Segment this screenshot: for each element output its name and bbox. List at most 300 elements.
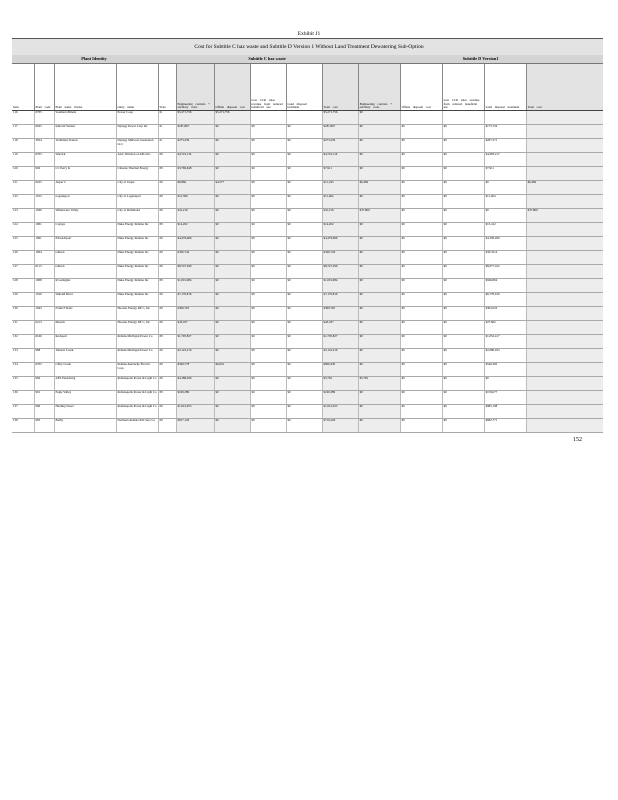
cell-d-total xyxy=(526,223,603,237)
cell-entity-name: Indianapolis Power & Light Co xyxy=(116,377,158,391)
cell-c-offsite: $0 xyxy=(214,195,250,209)
col-d-total: Total cost xyxy=(526,64,603,111)
cell-c-offsite: $0 xyxy=(214,125,250,139)
cell-d-total xyxy=(526,237,603,251)
cell-d-lost-ccr: $0 xyxy=(442,153,484,167)
cell-d-total xyxy=(526,405,603,419)
cell-plant-code: 6705 xyxy=(34,363,54,377)
cell-entity-name: AGC Division of APG Inc xyxy=(116,153,158,167)
table-row xyxy=(12,209,603,223)
cell-c-offsite: $0 xyxy=(214,321,250,335)
cell-d-offsite: $0 xyxy=(400,307,442,321)
cell-entity-name: Indianapolis Power & Light Co xyxy=(116,405,158,419)
cell-c-land: $0 xyxy=(286,405,322,419)
cell-c-lost-ccr: $0 xyxy=(250,419,286,433)
cell-d-lost-ccr: $0 xyxy=(442,293,484,307)
cell-c-offsite: $5,271,756 xyxy=(214,111,250,125)
cell-c-total: $309,765 xyxy=(322,307,358,321)
cell-c-offsite: $0 xyxy=(214,265,250,279)
cell-d-lost-ccr: $0 xyxy=(442,419,484,433)
cell-c-offsite: $0 xyxy=(214,391,250,405)
page-number: 152 xyxy=(573,437,582,443)
cell-c-offsite: $0 xyxy=(214,237,250,251)
cell-d-offsite: $0 xyxy=(400,167,442,181)
cell-item: 126 xyxy=(12,251,34,265)
cell-d-engineering: $0 xyxy=(358,223,400,237)
cell-item: 134 xyxy=(12,363,34,377)
col-entity-name: entity name xyxy=(116,64,158,111)
cell-item: 125 xyxy=(12,237,34,251)
cell-c-land xyxy=(286,111,322,125)
cell-plant-code: 6166 xyxy=(34,335,54,349)
cell-state: IN xyxy=(158,195,176,209)
cell-c-total: $5,765 xyxy=(322,377,358,391)
cell-d-offsite: $0 xyxy=(400,209,442,223)
cell-plant-name: Bailly xyxy=(54,419,116,433)
cell-d-land: $985,108 xyxy=(484,405,526,419)
cell-entity-name: Indiana Michigan Power Co xyxy=(116,335,158,349)
cell-c-lost-ccr: $0 xyxy=(250,153,286,167)
cell-c-offsite: $0 xyxy=(214,167,250,181)
cell-item: 133 xyxy=(12,349,34,363)
cell-d-land: $682,771 xyxy=(484,419,526,433)
cell-state: IN xyxy=(158,293,176,307)
cell-c-engineering: $6,866 xyxy=(176,181,214,195)
table-row xyxy=(12,349,603,363)
cell-d-lost-ccr: $0 xyxy=(442,391,484,405)
cell-c-land: $0 xyxy=(286,223,322,237)
cell-state: IN xyxy=(158,237,176,251)
cell-plant-code: 1008 xyxy=(34,279,54,293)
cell-d-land: $8,677,162 xyxy=(484,265,526,279)
cell-d-total xyxy=(526,391,603,405)
cell-state: IN xyxy=(158,265,176,279)
cell-c-offsite: $0 xyxy=(214,153,250,167)
cell-d-lost-ccr: $0 xyxy=(442,307,484,321)
cell-d-engineering: $0 xyxy=(358,335,400,349)
cell-state: IN xyxy=(158,251,176,265)
cell-c-land: $0 xyxy=(286,251,322,265)
cell-d-offsite: $0 xyxy=(400,139,442,153)
table-row xyxy=(12,153,603,167)
cell-c-engineering: $309,765 xyxy=(176,307,214,321)
cell-c-lost-ccr: $0 xyxy=(250,195,286,209)
cell-d-lost-ccr: $0 xyxy=(442,321,484,335)
cell-plant-name: Wabash River xyxy=(54,293,116,307)
cell-c-engineering: $4,188,269 xyxy=(176,377,214,391)
table-row xyxy=(12,293,603,307)
cell-c-total: $1,795,827 xyxy=(322,335,358,349)
cell-d-lost-ccr xyxy=(442,111,484,125)
cell-d-offsite: $0 xyxy=(400,391,442,405)
table-row xyxy=(12,223,603,237)
cell-c-offsite: $0 xyxy=(214,279,250,293)
cell-d-engineering: $0 xyxy=(358,391,400,405)
cell-c-total: $4,722,116 xyxy=(322,153,358,167)
cell-c-land: $0 xyxy=(286,335,322,349)
exhibit-title: Exhibit J1 xyxy=(297,31,321,37)
cell-d-engineering: $6,484 xyxy=(358,181,400,195)
cell-d-offsite: $0 xyxy=(400,363,442,377)
cell-d-land: $4,358,299 xyxy=(484,237,526,251)
table-row xyxy=(12,279,603,293)
cell-c-land: $0 xyxy=(286,195,322,209)
cell-d-land: $7,911 xyxy=(484,167,526,181)
cell-d-total xyxy=(526,363,603,377)
cell-entity-name: Indiana Michigan Power Co xyxy=(116,349,158,363)
cell-c-engineering: $273,239 xyxy=(176,139,214,153)
cell-c-lost-ccr: $0 xyxy=(250,349,286,363)
cell-plant-name: Logansport xyxy=(54,195,116,209)
cell-item: 135 xyxy=(12,377,34,391)
cell-c-engineering: $169,389 xyxy=(176,391,214,405)
cell-plant-name: Whitewater Valley xyxy=(54,209,116,223)
cell-c-engineering: $1,041,055 xyxy=(176,405,214,419)
cell-state: IN xyxy=(158,153,176,167)
cell-d-total xyxy=(526,321,603,335)
cell-c-engineering: $12,399 xyxy=(176,195,214,209)
cell-d-engineering: $5,765 xyxy=(358,377,400,391)
cell-d-offsite: $0 xyxy=(400,419,442,433)
cell-c-total: $1,001,984 xyxy=(322,279,358,293)
cell-item: 131 xyxy=(12,321,34,335)
cell-plant-code: 994 xyxy=(34,377,54,391)
cell-c-offsite: $0 xyxy=(214,419,250,433)
cell-d-total xyxy=(526,279,603,293)
cell-d-engineering: $0 xyxy=(358,293,400,307)
cell-d-offsite: $0 xyxy=(400,125,442,139)
cell-d-offsite xyxy=(400,111,442,125)
cell-plant-code: 3954 xyxy=(34,139,54,153)
cell-c-total: $326,744 xyxy=(322,251,358,265)
cell-d-engineering: $0 xyxy=(358,195,400,209)
cell-c-land: $0 xyxy=(286,153,322,167)
cell-d-lost-ccr: $0 xyxy=(442,139,484,153)
cell-plant-name: Jasper 2 xyxy=(54,181,116,195)
cell-d-engineering: $0 xyxy=(358,139,400,153)
cell-plant-name: R Gallagher xyxy=(54,279,116,293)
cell-plant-code: 1012 xyxy=(34,195,54,209)
cell-c-engineering: $817,126 xyxy=(176,419,214,433)
cell-d-offsite: $0 xyxy=(400,251,442,265)
cell-c-total: $8,747,299 xyxy=(322,265,358,279)
cell-entity-name: Hoosier Energy RE C, Inc xyxy=(116,307,158,321)
cell-item: 121 xyxy=(12,181,34,195)
cell-item: 122 xyxy=(12,195,34,209)
cell-c-land: $0 xyxy=(286,307,322,321)
cell-state: IN xyxy=(158,321,176,335)
cell-plant-code: 990 xyxy=(34,405,54,419)
cell-plant-name: Gibson xyxy=(54,265,116,279)
cell-c-offsite: $0 xyxy=(214,335,250,349)
cell-d-total xyxy=(526,293,603,307)
col-d-offsite: Offsite disposal cost xyxy=(400,64,442,111)
cell-entity-name: Indiana-Kentucky Electric Corp xyxy=(116,363,158,377)
cell-state: IN xyxy=(158,419,176,433)
cell-c-lost-ccr: $0 xyxy=(250,335,286,349)
cell-entity-name: Dynegy Midwest Generation LLC xyxy=(116,139,158,153)
table-row xyxy=(12,111,603,125)
cell-state: IL xyxy=(158,111,176,125)
cell-d-total xyxy=(526,265,603,279)
cell-d-offsite: $0 xyxy=(400,335,442,349)
cell-plant-code: 1040 xyxy=(34,209,54,223)
cell-plant-code: 1010 xyxy=(34,293,54,307)
cell-c-total: $14,202 xyxy=(322,223,358,237)
cell-c-offsite: $6,652 xyxy=(214,363,250,377)
cell-d-land: $27,662 xyxy=(484,321,526,335)
cell-d-total: $6,484 xyxy=(526,181,603,195)
cell-d-engineering: $0 xyxy=(358,237,400,251)
cell-c-land: $0 xyxy=(286,391,322,405)
cell-c-land: $0 xyxy=(286,237,322,251)
cell-plant-name: Merom xyxy=(54,321,116,335)
group-subtitle-d: Subtitle D Version1 xyxy=(358,55,603,64)
cell-c-land: $0 xyxy=(286,265,322,279)
cell-d-lost-ccr: $0 xyxy=(442,125,484,139)
cell-state: IN xyxy=(158,349,176,363)
cell-d-total xyxy=(526,419,603,433)
cell-c-engineering: $4,722,116 xyxy=(176,153,214,167)
cell-c-offsite: $0 xyxy=(214,251,250,265)
cell-d-lost-ccr: $0 xyxy=(442,335,484,349)
table-row xyxy=(12,307,603,321)
cell-state: IL xyxy=(158,125,176,139)
cell-entity-name: Hoosier Energy RE C, Inc xyxy=(116,321,158,335)
table-row xyxy=(12,181,603,195)
cell-plant-name: Frank E Ratts xyxy=(54,307,116,321)
cell-d-offsite: $0 xyxy=(400,321,442,335)
cell-c-total: $11,243 xyxy=(322,181,358,195)
cell-d-land: $302,023 xyxy=(484,307,526,321)
cell-d-land: $546,392 xyxy=(484,363,526,377)
table-row xyxy=(12,237,603,251)
cell-d-land: $13,412 xyxy=(484,223,526,237)
cell-d-offsite: $0 xyxy=(400,181,442,195)
cell-d-offsite: $0 xyxy=(400,265,442,279)
cell-c-land: $0 xyxy=(286,209,322,223)
cell-c-land: $0 xyxy=(286,363,322,377)
cell-c-lost-ccr: $0 xyxy=(250,139,286,153)
cell-d-lost-ccr: $0 xyxy=(442,349,484,363)
cell-c-offsite: $0 xyxy=(214,209,250,223)
cell-c-offsite: $0 xyxy=(214,223,250,237)
cell-d-lost-ccr: $0 xyxy=(442,265,484,279)
cell-c-total: $43,187 xyxy=(322,321,358,335)
cell-item: 119 xyxy=(12,153,34,167)
cell-c-engineering: $181,867 xyxy=(176,125,214,139)
cell-d-engineering: $0 xyxy=(358,251,400,265)
cell-d-lost-ccr: $0 xyxy=(442,405,484,419)
col-plant-code: Plant code xyxy=(34,64,54,111)
cell-d-engineering: $0 xyxy=(358,363,400,377)
cell-c-total: $273,239 xyxy=(322,139,358,153)
cell-d-lost-ccr: $0 xyxy=(442,209,484,223)
col-state: State xyxy=(158,64,176,111)
cell-c-lost-ccr: $0 xyxy=(250,223,286,237)
cell-d-offsite: $0 xyxy=(400,153,442,167)
cell-plant-name: Warrick xyxy=(54,153,116,167)
cell-c-total: $2,122,216 xyxy=(322,349,358,363)
col-d-land: Land disposal treatment xyxy=(484,64,526,111)
cell-entity-name: Duke Energy Indiana Inc xyxy=(116,293,158,307)
col-d-engineering: Engineering controls + ancillary costs xyxy=(358,64,400,111)
cell-d-land: $11,404 xyxy=(484,195,526,209)
cell-c-total: $169,389 xyxy=(322,391,358,405)
cell-item: 129 xyxy=(12,293,34,307)
cell-c-land: $0 xyxy=(286,167,322,181)
cell-c-offsite: $0 xyxy=(214,293,250,307)
table-row xyxy=(12,377,603,391)
cell-c-total: $181,867 xyxy=(322,125,358,139)
cell-plant-code: 991 xyxy=(34,391,54,405)
cell-plant-code: 1001 xyxy=(34,223,54,237)
cell-d-total xyxy=(526,139,603,153)
cell-state: IN xyxy=(158,405,176,419)
cell-d-lost-ccr: $0 xyxy=(442,195,484,209)
cell-d-land: $6,778,916 xyxy=(484,293,526,307)
cell-d-offsite: $0 xyxy=(400,293,442,307)
cell-d-lost-ccr: $0 xyxy=(442,279,484,293)
cell-c-lost-ccr: $0 xyxy=(250,363,286,377)
cell-d-total xyxy=(526,251,603,265)
cell-d-land: $4,683,217 xyxy=(484,153,526,167)
col-c-engineering: Engineering controls + ancillary costs xyxy=(176,64,214,111)
table-row xyxy=(12,419,603,433)
cell-plant-name: Clifty Creek xyxy=(54,363,116,377)
cell-c-offsite: $0 xyxy=(214,349,250,363)
table-row xyxy=(12,167,603,181)
cell-c-engineering: $8,747,299 xyxy=(176,265,214,279)
cell-c-engineering: $2,122,216 xyxy=(176,349,214,363)
cell-c-lost-ccr xyxy=(250,111,286,125)
cell-c-engineering: $7,170,816 xyxy=(176,293,214,307)
cell-entity-name: Duke Energy Indiana Inc xyxy=(116,251,158,265)
cell-c-lost-ccr: $0 xyxy=(250,391,286,405)
cell-d-offsite: $0 xyxy=(400,279,442,293)
cell-plant-code: 6025 xyxy=(34,125,54,139)
cell-d-land: $175,724 xyxy=(484,125,526,139)
cell-plant-code: 992 xyxy=(34,167,54,181)
cell-c-total: $7,911 xyxy=(322,167,358,181)
cell-d-total xyxy=(526,307,603,321)
col-c-offsite: Offsite disposal cost xyxy=(214,64,250,111)
cell-plant-code: 6225 xyxy=(34,181,54,195)
table-row xyxy=(12,363,603,377)
cell-c-engineering: $599,778 xyxy=(176,363,214,377)
table-row xyxy=(12,195,603,209)
cell-d-lost-ccr: $0 xyxy=(442,377,484,391)
cell-c-lost-ccr: $0 xyxy=(250,181,286,195)
cell-c-offsite: $0 xyxy=(214,377,250,391)
cell-d-engineering: $0 xyxy=(358,405,400,419)
cell-item: 118 xyxy=(12,139,34,153)
cell-c-land: $0 xyxy=(286,349,322,363)
cell-state: IN xyxy=(158,279,176,293)
cell-d-offsite: $0 xyxy=(400,349,442,363)
cell-entity-name: Duke Energy Indiana Inc xyxy=(116,279,158,293)
cell-plant-code: 6705 xyxy=(34,153,54,167)
cell-c-land: $0 xyxy=(286,321,322,335)
cell-plant-name: Vermilion Station xyxy=(54,139,116,153)
cell-d-total xyxy=(526,195,603,209)
cell-entity-name: City of Richmond xyxy=(116,209,158,223)
cell-c-engineering: $1,795,827 xyxy=(176,335,214,349)
cell-entity-name: City of Jasper xyxy=(116,181,158,195)
cell-c-land: $0 xyxy=(286,181,322,195)
cell-c-total: $4,479,666 xyxy=(322,237,358,251)
cell-c-total: $710,226 xyxy=(322,419,358,433)
cell-c-lost-ccr: $0 xyxy=(250,209,286,223)
cell-c-total: $11,404 xyxy=(322,195,358,209)
cell-d-total xyxy=(526,153,603,167)
cell-item: 132 xyxy=(12,335,34,349)
cell-d-lost-ccr: $0 xyxy=(442,251,484,265)
cell-entity-name: Northern Indiana Pub Serv Co xyxy=(116,419,158,433)
cell-plant-code: 1043 xyxy=(34,307,54,321)
group-subtitle-c: Subtitle C haz waste xyxy=(176,55,358,64)
cell-plant-name: Harding Street xyxy=(54,405,116,419)
cell-d-engineering: $0 xyxy=(358,307,400,321)
cell-plant-name: AES Petersburg xyxy=(54,377,116,391)
cell-item: 117 xyxy=(12,125,34,139)
cell-d-lost-ccr: $0 xyxy=(442,167,484,181)
cell-d-total xyxy=(526,349,603,363)
col-item: Item xyxy=(12,64,34,111)
cell-c-engineering: $4,479,666 xyxy=(176,237,214,251)
cell-plant-code: 1001 xyxy=(34,237,54,251)
cell-d-engineering: $37,809 xyxy=(358,209,400,223)
cell-c-total: $1,041,055 xyxy=(322,405,358,419)
cost-table xyxy=(12,55,603,433)
cell-d-total xyxy=(526,377,603,391)
cell-entity-name: Citizens Thermal Energy xyxy=(116,167,158,181)
cell-c-land: $0 xyxy=(286,419,322,433)
table-row xyxy=(12,139,603,153)
cell-plant-code: 995 xyxy=(34,419,54,433)
cell-c-land: $0 xyxy=(286,377,322,391)
col-d-lost-ccr: Lost CCR sales revenue from reduced beneficial use xyxy=(442,64,484,111)
cell-d-total xyxy=(526,167,603,181)
cell-d-engineering: $0 xyxy=(358,125,400,139)
cell-c-total: $7,170,816 xyxy=(322,293,358,307)
col-c-land: Land disposal treatment xyxy=(286,64,322,111)
col-c-total: Total cost xyxy=(322,64,358,111)
cell-d-total xyxy=(526,125,603,139)
cell-d-offsite: $0 xyxy=(400,195,442,209)
cell-d-engineering: $0 xyxy=(358,419,400,433)
cell-item: 137 xyxy=(12,405,34,419)
cell-plant-code: 6113 xyxy=(34,265,54,279)
col-c-lost-ccr: Lost CCR sales revenue from reduced beneficial use xyxy=(250,64,286,111)
column-header-row xyxy=(12,64,603,111)
cell-c-lost-ccr: $0 xyxy=(250,293,286,307)
cell-d-engineering: $0 xyxy=(358,167,400,181)
cell-plant-name: Rockport xyxy=(54,335,116,349)
cell-state: IN xyxy=(158,377,176,391)
cell-d-land: $327,614 xyxy=(484,251,526,265)
cell-d-engineering: $0 xyxy=(358,279,400,293)
cell-plant-name: Southern Illinois xyxy=(54,111,116,125)
cell-d-land: $1,652,417 xyxy=(484,335,526,349)
cell-item: 130 xyxy=(12,307,34,321)
cell-c-engineering: $326,744 xyxy=(176,251,214,265)
cell-c-engineering: $41,216 xyxy=(176,209,214,223)
cell-d-engineering: $0 xyxy=(358,153,400,167)
cell-c-land: $0 xyxy=(286,125,322,139)
cell-d-total xyxy=(526,111,603,125)
cell-plant-code: 6705 xyxy=(34,111,54,125)
